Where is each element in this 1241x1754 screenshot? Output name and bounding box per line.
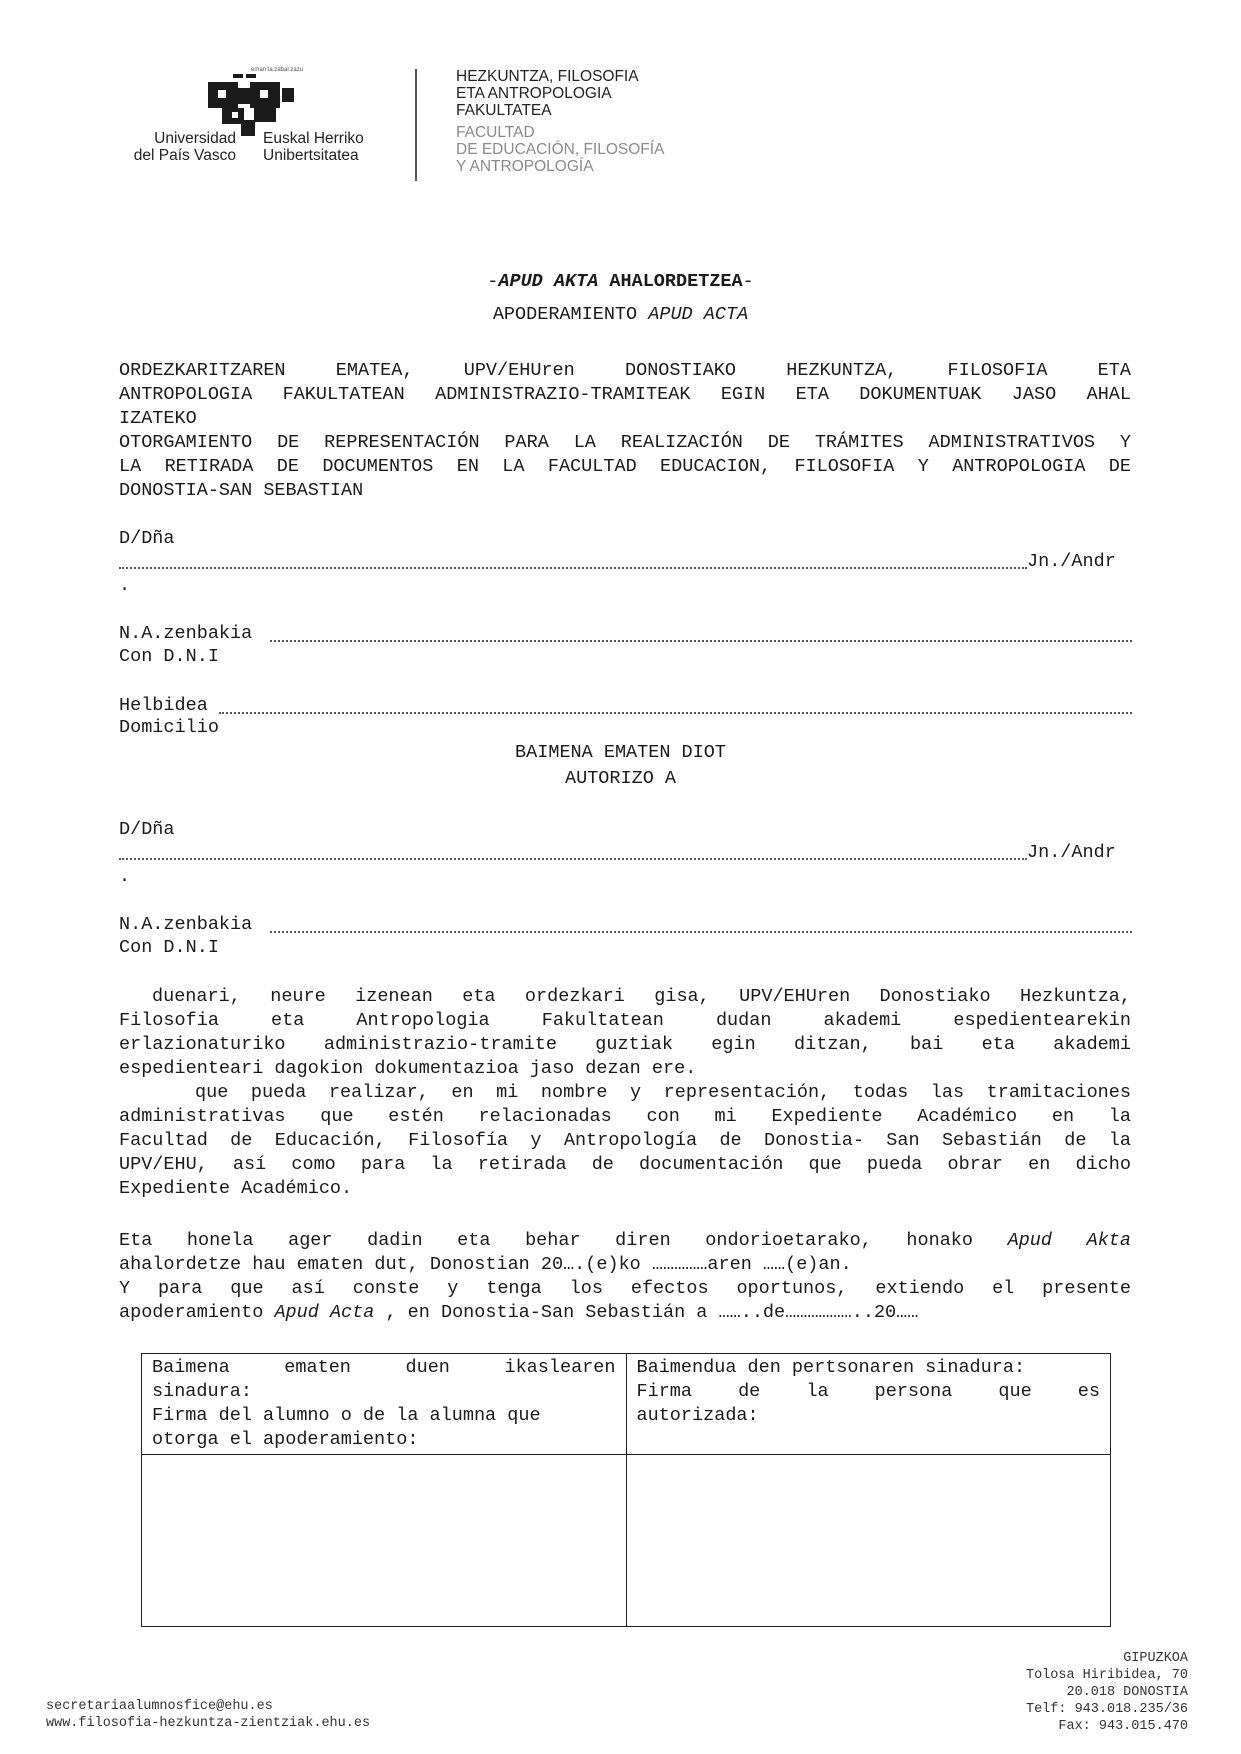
intro-block <box>119 359 1131 503</box>
upv-ehu-tree-logo <box>208 74 298 136</box>
grantee-signature-box[interactable] <box>626 1455 1111 1627</box>
signature-table <box>141 1353 1111 1627</box>
title-es <box>0 303 1241 327</box>
footer-address-line2: Tolosa Hiribidea, 70 <box>1025 1668 1188 1683</box>
footer-address-line1: GIPUZKOA <box>1123 1651 1188 1666</box>
closing-es-line2-b: , en Donostia-San Sebastián a ……..de………………..20…… <box>374 1302 919 1323</box>
footer-contact <box>46 1698 370 1732</box>
grantor-name-field[interactable] <box>119 567 1027 569</box>
logo-divider <box>415 69 417 181</box>
university-name-eu-line2: Unibertsitatea <box>263 147 359 164</box>
body-es-line5: Expediente Académico. <box>119 1178 353 1199</box>
grantee-signature-header-es-line1: Firma de la persona que es <box>636 1381 1100 1402</box>
grantee-name-suffix: Jn./Andr <box>1027 842 1116 863</box>
closing-block <box>119 1229 1131 1325</box>
faculty-name-es-line1: FACULTAD <box>456 124 535 141</box>
faculty-name-eu-line3: FAKULTATEA <box>456 102 552 119</box>
body-es-line4: UPV/EHU, así como para la retirada de documentación que pueda obrar en dicho <box>119 1154 1131 1175</box>
faculty-name-eu-line1: HEZKUNTZA, FILOSOFIA <box>456 68 639 85</box>
footer-phone: Telf: 943.018.235/36 <box>1025 1702 1188 1717</box>
grantor-dni-field[interactable] <box>270 640 1132 642</box>
authorize-es: AUTORIZO A <box>564 768 677 789</box>
footer-address <box>1026 1650 1188 1735</box>
title-eu-rest: AHALORDETZEA <box>598 271 743 292</box>
grantor-name-suffix: Jn./Andr <box>1027 551 1116 572</box>
grantor-signature-header-es-line2: otorga el apoderamiento: <box>152 1429 419 1450</box>
grantor-signature-header-eu-line2: sinadura: <box>152 1381 252 1402</box>
grantee-signature-header-eu: Baimendua den pertsonaren sinadura: <box>636 1357 1026 1378</box>
grantor-signature-header-es-line1: Firma del alumno o de la alumna que <box>152 1405 541 1426</box>
footer-website: www.filosofia-hezkuntza-zientziak.ehu.es <box>46 1716 371 1731</box>
grantor-address-label-eu: Helbidea <box>119 695 208 716</box>
faculty-name-eu <box>456 68 639 119</box>
title-dash-open: - <box>487 271 499 292</box>
intro-eu-line1: ORDEZKARITZAREN EMATEA, UPV/EHUren DONOSTIAKO HEZKUNTZA, FILOSOFIA ETA <box>119 360 1131 381</box>
body-es-line1: que pueda realizar, en mi nombre y representación, todas las tramitaciones <box>195 1082 1131 1103</box>
title-eu-italic: APUD AKTA <box>498 271 599 292</box>
faculty-name-eu-line2: ETA ANTROPOLOGIA <box>456 85 612 102</box>
grantee-dni-field[interactable] <box>270 931 1132 933</box>
closing-eu-line1-italic: Apud Akta <box>1007 1230 1131 1251</box>
grantee-signature-header-es-line2: autorizada: <box>636 1405 759 1426</box>
closing-es-line1: Y para que así conste y tenga los efectos oportunos, extiendo el presente <box>119 1278 1131 1299</box>
grantor-dni-label-eu: N.A.zenbakia <box>119 623 253 644</box>
closing-es-line2-italic: Apud Acta <box>274 1302 375 1323</box>
logo-motto: eman ta zabal zazu <box>251 67 304 73</box>
intro-eu-line2: ANTROPOLOGIA FAKULTATEAN ADMINISTRAZIO-TRAMITEAK EGIN ETA DOKUMENTUAK JASO AHAL <box>119 384 1131 405</box>
closing-eu-line1 <box>119 1229 1131 1253</box>
intro-eu-line3: IZATEKO <box>119 408 197 429</box>
university-name-es-line2: del País Vasco <box>133 147 236 164</box>
faculty-name-es <box>456 124 664 175</box>
body-eu-line3: erlazionaturiko administrazio-tramite guztiak egin ditzan, bai eta akademi <box>119 1034 1131 1055</box>
university-name-es-line1: Universidad <box>154 130 236 147</box>
grantor-name-label: D/Dña <box>119 528 175 549</box>
grantor-signature-header-eu-line1: Baimena ematen duen ikaslearen <box>152 1357 616 1378</box>
body-block <box>119 985 1131 1201</box>
body-eu-line2: Filosofia eta Antropologia Fakultatean dudan akademi espedientearekin <box>119 1010 1131 1031</box>
grantor-address-label-es: Domicilio <box>119 717 219 738</box>
grantee-name-field[interactable] <box>119 858 1027 860</box>
signature-box-row <box>142 1455 1111 1627</box>
grantor-signature-box[interactable] <box>142 1455 627 1627</box>
grantee-name-label: D/Dña <box>119 819 175 840</box>
closing-es-line2-a: apoderamiento <box>119 1302 275 1323</box>
body-es-line3: Facultad de Educación, Filosofía y Antropología de Donostia- San Sebastián de la <box>119 1130 1131 1151</box>
grantee-dni-label-es: Con D.N.I <box>119 937 219 958</box>
university-name-es <box>128 130 236 164</box>
faculty-name-es-line2: DE EDUCACIÓN, FILOSOFÍA <box>456 141 665 158</box>
title-dash-close: - <box>742 271 754 292</box>
grantee-name-period: . <box>119 866 131 887</box>
signature-header-row <box>142 1354 1111 1455</box>
intro-es-line3: DONOSTIA-SAN SEBASTIAN <box>119 480 364 501</box>
title-es-plain: APODERAMIENTO <box>492 304 649 325</box>
title-eu <box>0 270 1241 294</box>
grantor-signature-header <box>142 1354 627 1455</box>
closing-es-line2 <box>119 1301 1131 1325</box>
footer-address-line3: 20.018 DONOSTIA <box>1066 1685 1188 1700</box>
university-logo-block <box>118 64 718 194</box>
footer-email: secretariaalumnosfice@ehu.es <box>46 1699 273 1714</box>
body-eu-line4: espedienteari dagokion dokumentazioa jaso dezan ere. <box>119 1058 697 1079</box>
university-name-eu <box>263 130 364 164</box>
title-es-italic: APUD ACTA <box>648 304 749 325</box>
grantor-address-field[interactable] <box>219 712 1132 714</box>
intro-es-line1: OTORGAMIENTO DE REPRESENTACIÓN PARA LA REALIZACIÓN DE TRÁMITES ADMINISTRATIVOS Y <box>119 432 1131 453</box>
grantee-dni-label-eu: N.A.zenbakia <box>119 914 253 935</box>
grantee-signature-header <box>626 1354 1111 1455</box>
grantor-dni-label-es: Con D.N.I <box>119 646 219 667</box>
closing-eu-line1-plain: Eta honela ager dadin eta behar diren ondorioetarako, honako <box>119 1230 973 1251</box>
body-eu-line1: duenari, neure izenean eta ordezkari gisa, UPV/EHUren Donostiako Hezkuntza, <box>152 986 1131 1007</box>
faculty-name-es-line3: Y ANTROPOLOGÍA <box>456 158 594 175</box>
intro-es-line2: LA RETIRADA DE DOCUMENTOS EN LA FACULTAD EDUCACION, FILOSOFIA Y ANTROPOLOGIA DE <box>119 456 1131 477</box>
body-es-line2: administrativas que estén relacionadas con mi Expediente Académico en la <box>119 1106 1131 1127</box>
authorize-eu: BAIMENA EMATEN DIOT <box>515 742 726 763</box>
university-name-eu-line1: Euskal Herriko <box>263 130 364 147</box>
closing-eu-line2: ahalordetze hau ematen dut, Donostian 20….(e)ko ……………aren ……(e)an. <box>119 1254 852 1275</box>
grantor-name-period: . <box>119 575 131 596</box>
footer-fax: Fax: 943.015.470 <box>1058 1719 1188 1734</box>
